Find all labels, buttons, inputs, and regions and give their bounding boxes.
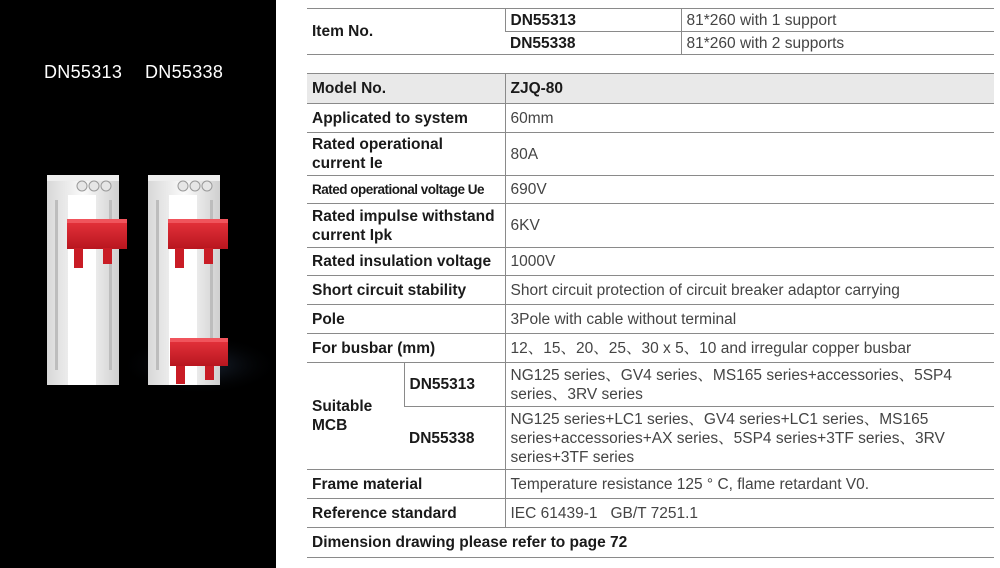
item-code: DN55313 <box>505 9 681 32</box>
adaptor-dn55338 <box>148 175 228 385</box>
insulation-value: 1000V <box>505 248 994 276</box>
busbar-adaptor-illustration <box>0 140 276 440</box>
table-row <box>307 407 994 470</box>
dimension-drawing-note: Dimension drawing please refer to page 72 <box>307 528 994 558</box>
system-value: 60mm <box>505 104 994 133</box>
reference-standard-value: IEC 61439-1 GB/T 7251.1 <box>505 499 994 528</box>
table-row <box>307 276 994 305</box>
impulse-value: 6KV <box>505 204 994 248</box>
table-row <box>307 363 994 407</box>
mcb-series-list: NG125 series+LC1 series、GV4 series+LC1 series、MS165 series+accessories+AX series、5SP4 series+3TF series、3RV series+3TF series <box>505 407 994 470</box>
frame-material-value: Temperature resistance 125 ° C, flame retardant V0. <box>505 470 994 499</box>
busbar-value: 12、15、20、25、30 x 5、10 and irregular copper busbar <box>505 334 994 363</box>
table-row <box>307 248 994 276</box>
model-no-value: ZJQ-80 <box>505 74 994 104</box>
impulse-label: Rated impulse withstand current Ipk <box>307 204 505 248</box>
item-description: 81*260 with 2 supports <box>681 32 994 55</box>
product-image-panel <box>0 0 276 568</box>
model-label-dn55338: DN55338 <box>145 62 224 82</box>
table-row <box>307 176 994 204</box>
item-description: 81*260 with 1 support <box>681 9 994 32</box>
current-value: 80A <box>505 133 994 176</box>
table-row <box>307 74 994 104</box>
table-row <box>307 499 994 528</box>
adaptor-dn55313 <box>47 175 127 385</box>
short-circuit-label: Short circuit stability <box>307 276 505 305</box>
current-label: Rated operational current Ie <box>307 133 505 176</box>
suitable-mcb-label: Suitable MCB <box>307 363 404 470</box>
busbar-label: For busbar (mm) <box>307 334 505 363</box>
table-row <box>307 334 994 363</box>
mcb-series-list: NG125 series、GV4 series、MS165 series+accessories、5SP4 series、3RV series <box>505 363 994 407</box>
voltage-value: 690V <box>505 176 994 204</box>
table-row <box>307 204 994 248</box>
model-no-label: Model No. <box>307 74 505 104</box>
system-label: Applicated to system <box>307 104 505 133</box>
table-row <box>307 133 994 176</box>
mcb-code: DN55338 <box>404 407 505 470</box>
voltage-label: Rated operational voltage Ue <box>307 176 505 204</box>
insulation-label: Rated insulation voltage <box>307 248 505 276</box>
short-circuit-value: Short circuit protection of circuit breaker adaptor carrying <box>505 276 994 305</box>
pole-value: 3Pole with cable without terminal <box>505 305 994 334</box>
table-row <box>307 528 994 558</box>
item-code: DN55338 <box>505 32 681 55</box>
item-number-table <box>307 8 994 55</box>
table-row <box>307 305 994 334</box>
frame-material-label: Frame material <box>307 470 505 499</box>
item-no-label: Item No. <box>307 9 505 55</box>
table-row <box>307 104 994 133</box>
model-label-dn55313: DN55313 <box>44 62 123 82</box>
reference-standard-label: Reference standard <box>307 499 505 528</box>
table-row <box>307 9 994 32</box>
specification-table <box>307 73 994 558</box>
table-row <box>307 470 994 499</box>
mcb-code: DN55313 <box>404 363 505 407</box>
pole-label: Pole <box>307 305 505 334</box>
